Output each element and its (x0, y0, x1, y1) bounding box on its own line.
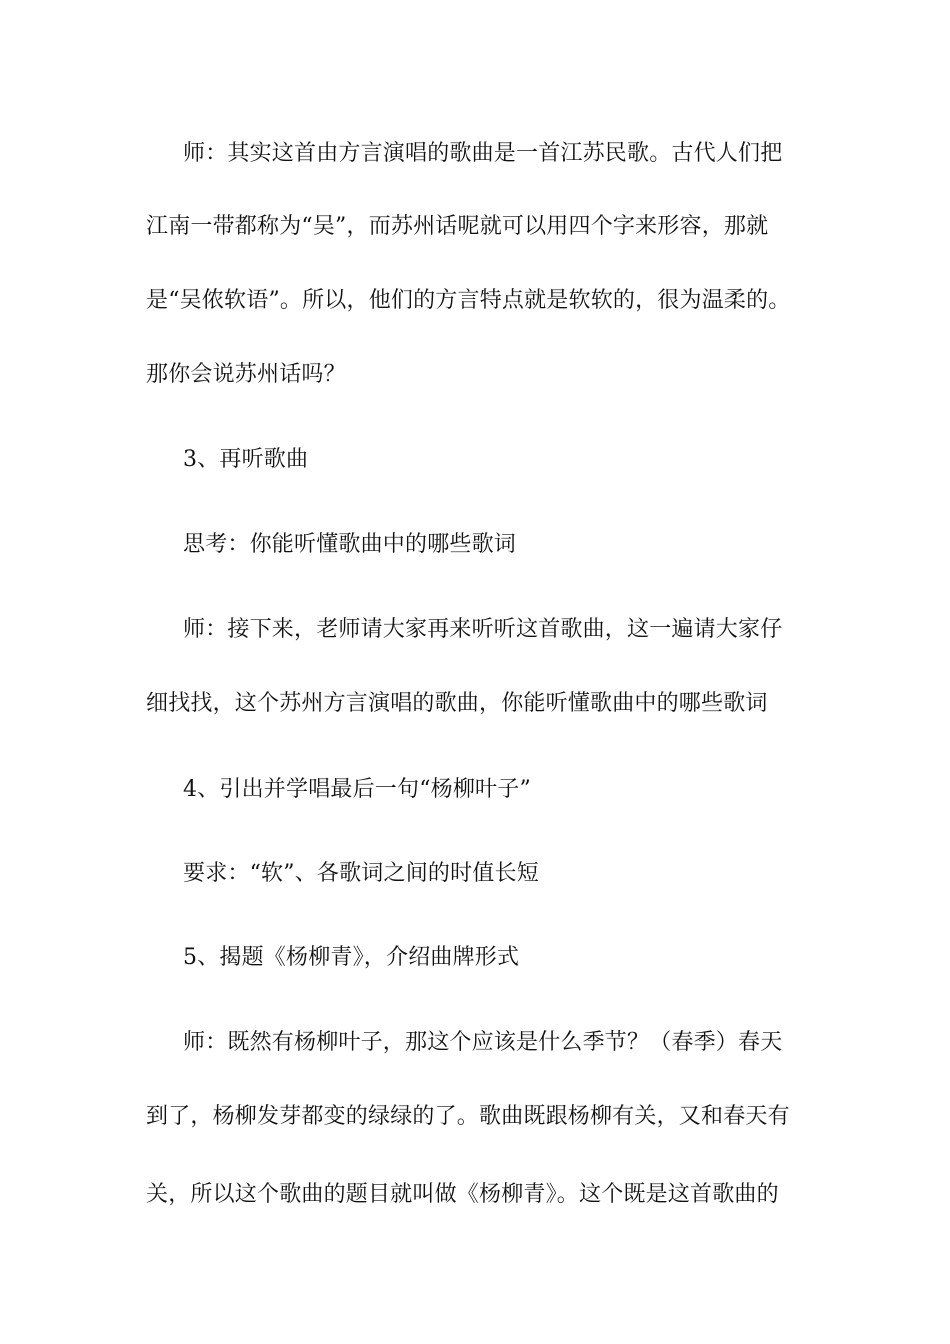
paragraph-4-line-1: 师：接下来，老师请大家再来听听这首歌曲，这一遍请大家仔 (183, 617, 783, 642)
paragraph-1-line-1: 师：其实这首由方言演唱的歌曲是一首江苏民歌。古代人们把 (183, 141, 783, 166)
paragraph-4-line-2: 细找找，这个苏州方言演唱的歌曲，你能听懂歌曲中的哪些歌词 (146, 691, 768, 716)
heading-3: 3、再听歌曲 (183, 447, 309, 472)
paragraph-8-line-2: 到了，杨柳发芽都变的绿绿的了。歌曲既跟杨柳有关，又和春天有 (146, 1104, 790, 1129)
thinking-prompt: 思考：你能听懂歌曲中的哪些歌词 (183, 532, 517, 557)
heading-5: 5、揭题《杨柳青》，介绍曲牌形式 (183, 945, 520, 970)
paragraph-8-line-3: 关，所以这个歌曲的题目就叫做《杨柳青》。这个既是这首歌曲的 (146, 1182, 779, 1207)
requirement-text: 要求：“软”、各歌词之间的时值长短 (183, 861, 539, 886)
paragraph-1-line-2: 江南一带都称为“吴”，而苏州话呢就可以用四个字来形容，那就 (146, 214, 769, 239)
heading-4: 4、引出并学唱最后一句“杨柳叶子” (183, 777, 531, 802)
paragraph-8-line-1: 师：既然有杨柳叶子，那这个应该是什么季节？（春季）春天 (183, 1030, 783, 1055)
paragraph-1-line-3: 是“吴侬软语”。所以，他们的方言特点就是软软的，很为温柔的。 (146, 288, 791, 313)
paragraph-1-line-4: 那你会说苏州话吗？ (146, 362, 346, 387)
